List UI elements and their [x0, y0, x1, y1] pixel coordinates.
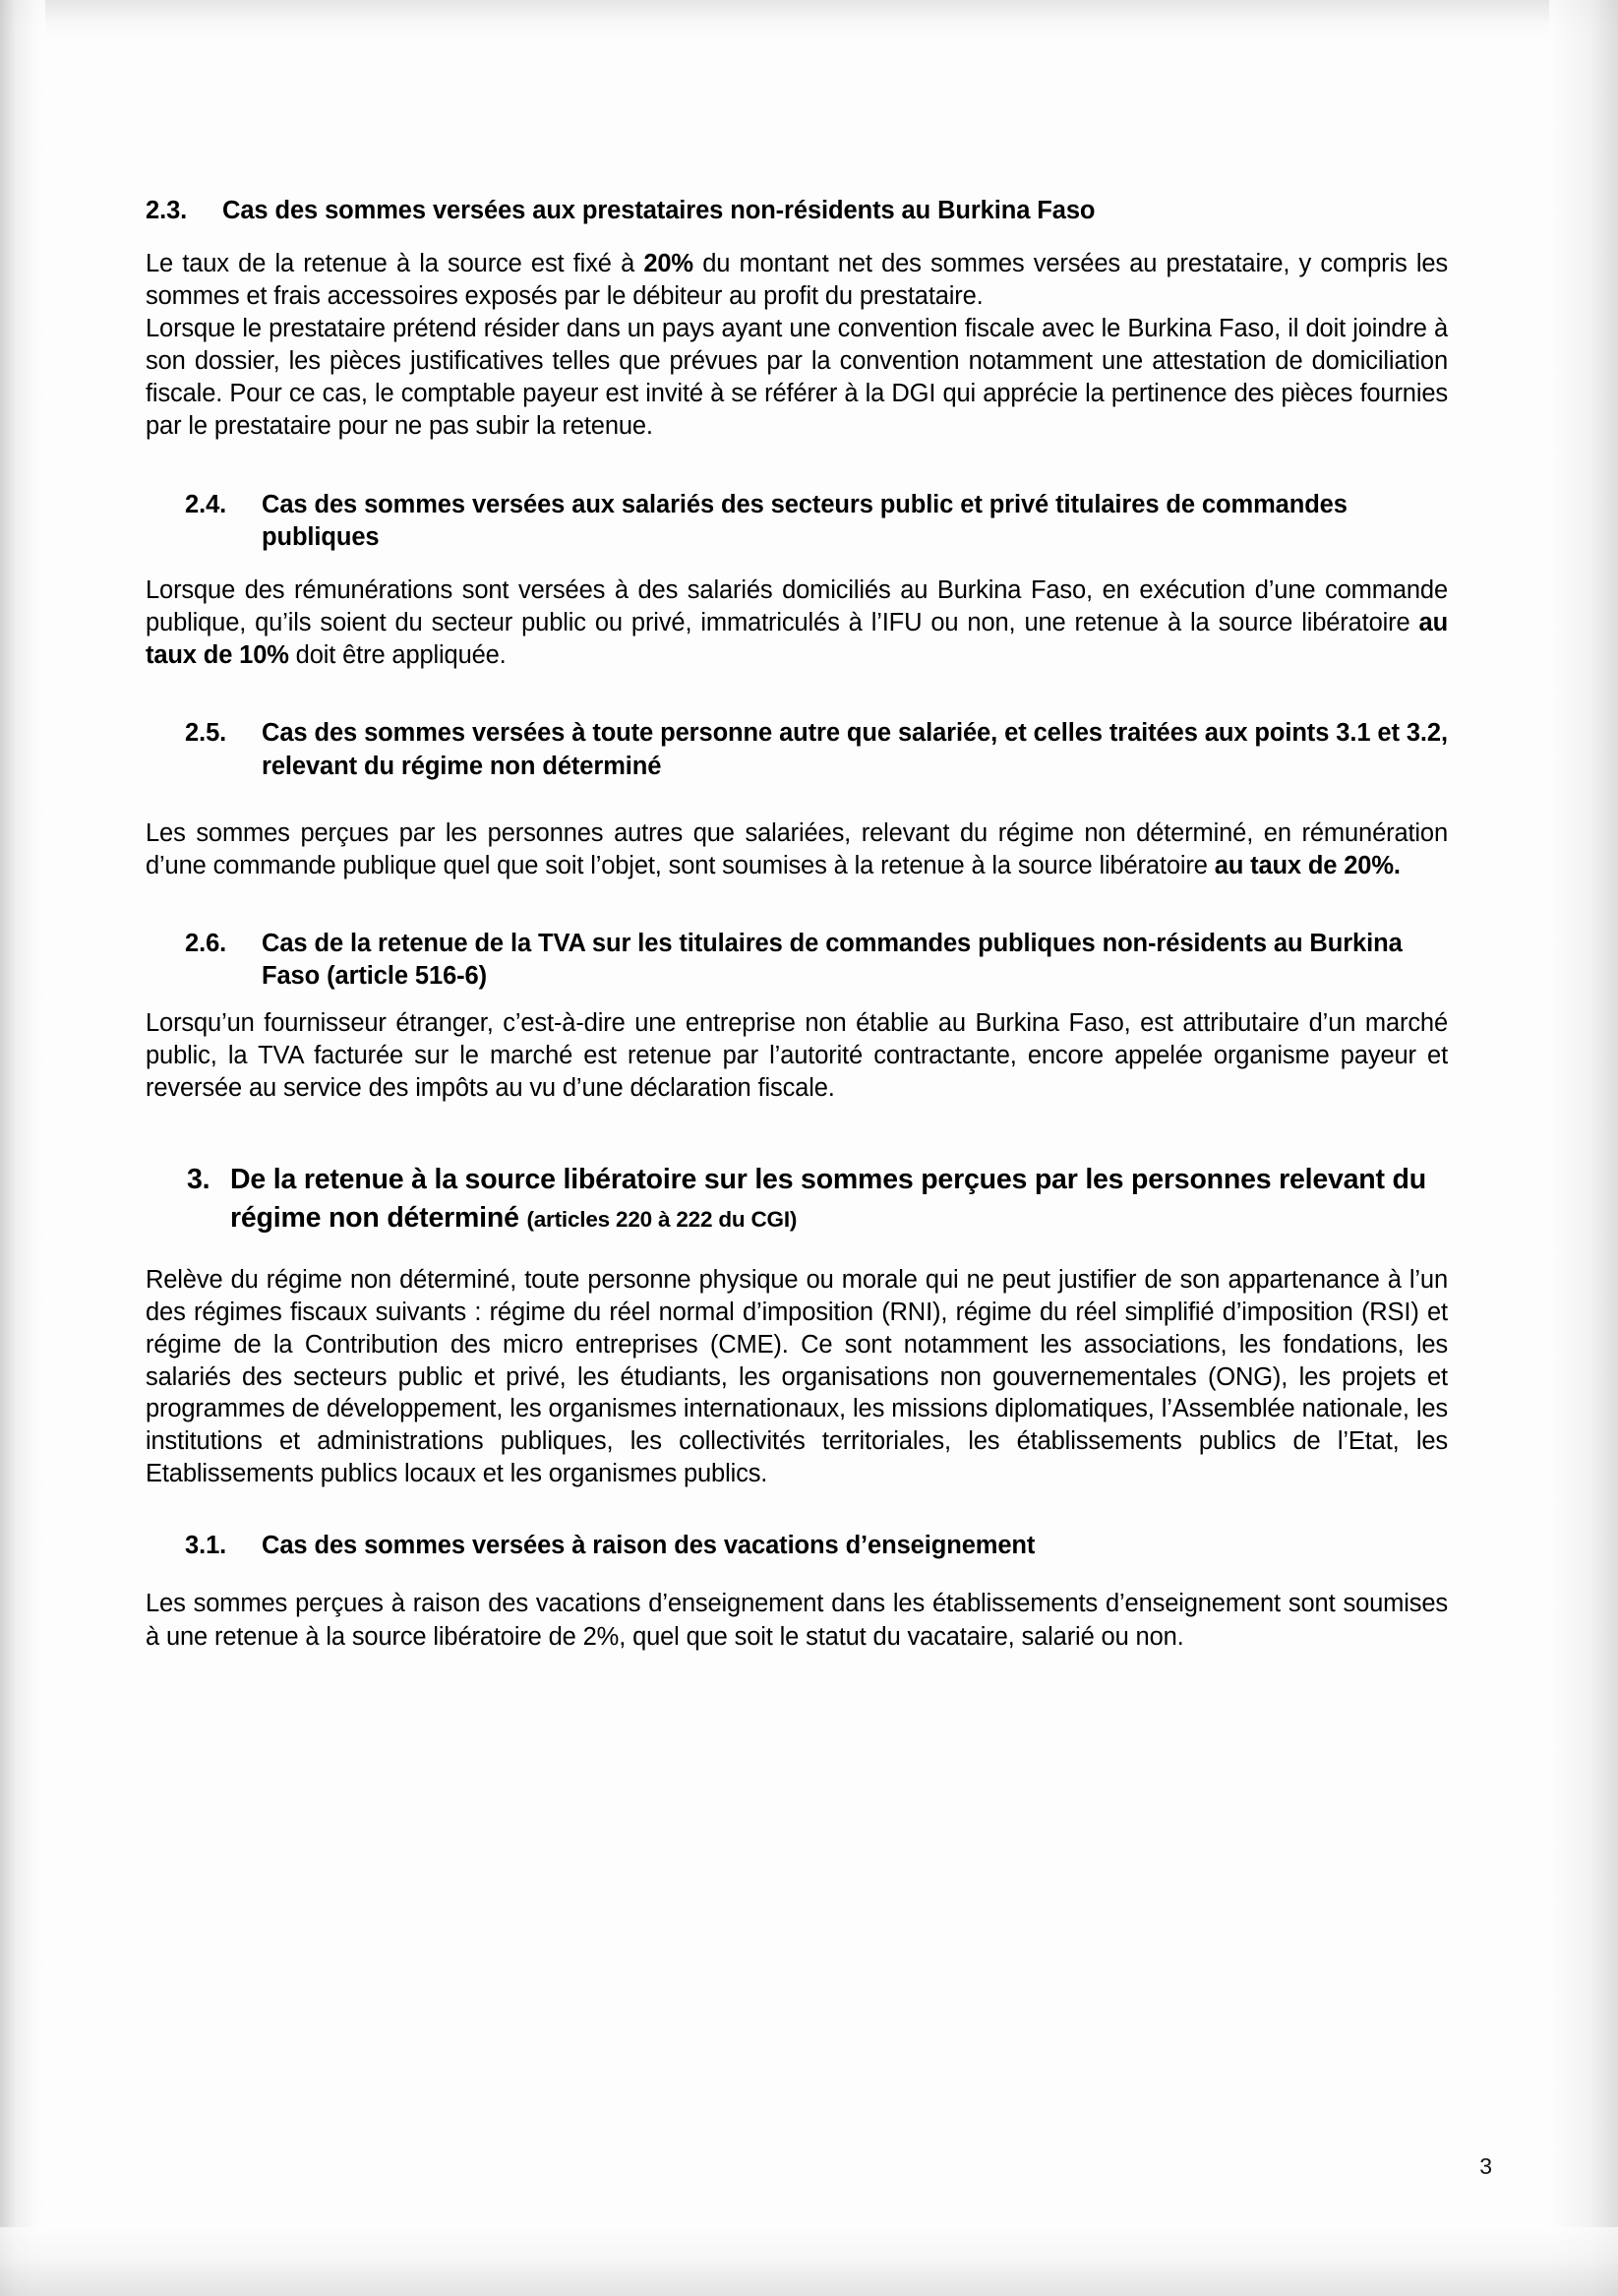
heading-3: [187, 1161, 1448, 1239]
heading-3-1-title: Cas des sommes versées à raison des vacations d’enseignement: [262, 1531, 1036, 1559]
paragraph-2-6-1: Lorsqu’un fournisseur étranger, c’est-à-dire une entreprise non établie au Burkina Faso, est attributaire d’un marché public, la TVA facturée sur le marché est retenue par l’autorité contractante, encore appelée organisme payeur et reversée au service des impôts au vu d’une déclaration fiscale.: [146, 1009, 1448, 1103]
heading-2-6: [185, 928, 1448, 994]
heading-2-6-number: 2.6.: [185, 929, 227, 957]
scan-shadow-left: [0, 0, 45, 2296]
heading-2-5-number: 2.5.: [185, 719, 227, 748]
page-content: [146, 195, 1448, 1654]
para-2-3-1-part-b: du montant net des sommes versées au prestataire, y compris les sommes et frais accessoires exposés par le débiteur au profit du prestataire.: [146, 249, 1448, 310]
paragraph-2-3-1: [146, 248, 1448, 313]
paragraph-2-3-2: Lorsque le prestataire prétend résider dans un pays ayant une convention fiscale avec le Burkina Faso, il doit joindre à son dossier, les pièces justificatives telles que prévues par la convention notamment une attestation de domiciliation fiscale. Pour ce cas, le comptable payeur est invité à se référer à la DGI qui apprécie la pertinence des pièces fournies par le prestataire pour ne pas subir la retenue.: [146, 314, 1448, 441]
para-2-4-1-part-b: doit être appliquée.: [288, 641, 507, 670]
heading-2-3-number: 2.3.: [146, 197, 188, 224]
scan-shadow-bottom: [0, 2227, 1618, 2296]
heading-2-5-title: Cas des sommes versées à toute personne autre que salariée, et celles traitées aux points 3.1 et 3.2, relevant du régime non déterminé: [262, 719, 1448, 780]
para-2-5-1-part-a: Les sommes perçues par les personnes autres que salariées, relevant du régime non déterminé, en rémunération d’une commande publique quel que soit l’objet, sont soumises à la retenue à la source libératoire: [146, 818, 1448, 879]
scan-shadow-top: [0, 0, 1618, 39]
heading-2-4-title: Cas des sommes versées aux salariés des secteurs public et privé titulaires de commandes publiques: [262, 490, 1348, 552]
heading-2-4-number: 2.4.: [185, 490, 227, 518]
heading-3-number: 3.: [187, 1163, 210, 1195]
rate-20-percent-2: au taux de 20%.: [1214, 851, 1401, 879]
heading-2-3: [146, 195, 1448, 228]
page-number: 3: [1479, 2153, 1492, 2179]
rate-20-percent: 20%: [643, 249, 693, 277]
paragraph-3-1: Relève du régime non déterminé, toute personne physique ou morale qui ne peut justifier de son appartenance à l’un des régimes fiscaux suivants : régime du réel normal d’imposition (RNI), régime du réel simplifié d’imposition (RSI) et régime de la Contribution des micro entreprises (CME). Ce sont notamment les associations, les fondations, les salariés des secteurs public et privé, les étudiants, les organisations non gouvernementales (ONG), les projets et programmes de développement, les organismes internationaux, les missions diplomatiques, l’Assemblée nationale, les institutions et administrations publiques, les collectivités territoriales, les établissements publics de l’Etat, les Etablissements publics locaux et les organismes publics.: [146, 1266, 1448, 1487]
heading-2-5: [185, 717, 1448, 783]
scan-shadow-right: [1549, 0, 1618, 2296]
paragraph-2-5-1: [146, 817, 1448, 882]
para-2-3-1-part-a: Le taux de la retenue à la source est fixé à: [146, 249, 644, 277]
heading-2-6-title: Cas de la retenue de la TVA sur les titulaires de commandes publiques non-résidents au Burkina Faso (article 516-6): [262, 929, 1403, 991]
paragraph-3-1-1: Les sommes perçues à raison des vacations d’enseignement dans les établissements d’enseignement sont soumises à une retenue à la source libératoire de 2%, quel que soit le statut du vacataire, salarié ou non.: [146, 1590, 1448, 1651]
heading-3-title: De la retenue à la source libératoire sur les sommes perçues par les personnes relevant du régime non déterminé: [230, 1163, 1426, 1235]
heading-2-4: [185, 489, 1448, 555]
heading-3-1-number: 3.1.: [185, 1531, 227, 1559]
rate-10-percent: au taux de 10%: [146, 608, 1448, 670]
paragraph-2-4-1: [146, 574, 1448, 672]
heading-2-3-title: Cas des sommes versées aux prestataires non-résidents au Burkina Faso: [222, 197, 1096, 224]
heading-3-1: [185, 1530, 1448, 1563]
para-2-4-1-part-a: Lorsque des rémunérations sont versées à des salariés domiciliés au Burkina Faso, en exécution d’une commande publique, qu’ils soient du secteur public ou privé, immatriculés à l’IFU ou non, une retenue à la source libératoire: [146, 575, 1448, 636]
heading-3-article-reference: (articles 220 à 222 du CGI): [526, 1207, 798, 1233]
